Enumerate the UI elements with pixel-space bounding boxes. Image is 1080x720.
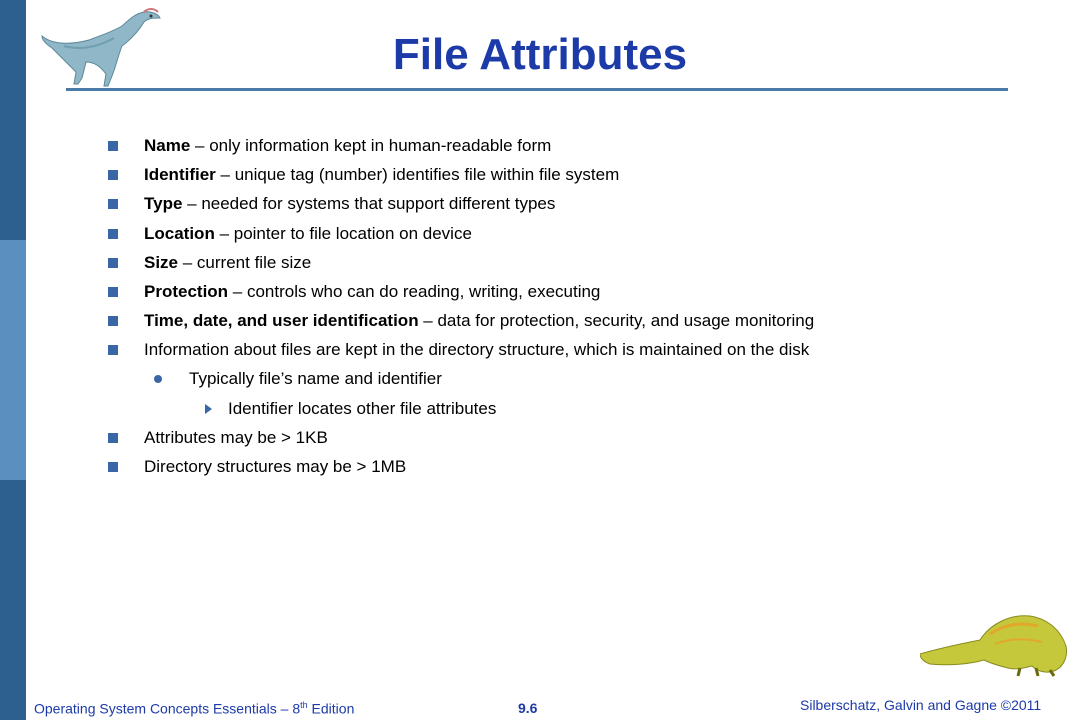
dinosaur-logo-bottom — [920, 594, 1070, 678]
footer-copyright: Silberschatz, Galvin and Gagne ©2011 — [800, 697, 1042, 713]
bullet-item: Protection – controls who can do reading, writing, executing — [108, 282, 600, 302]
square-bullet-icon — [108, 433, 118, 443]
bullet-item: Name – only information kept in human-readable form — [108, 136, 551, 156]
bullet-item: Size – current file size — [108, 253, 311, 273]
bullet-item: Location – pointer to file location on device — [108, 224, 472, 244]
bullet-item: Type – needed for systems that support different types — [108, 194, 555, 214]
footer-page-number: 9.6 — [518, 700, 538, 716]
sub-sub-bullet-item: Identifier locates other file attributes — [205, 399, 496, 419]
square-bullet-icon — [108, 258, 118, 268]
square-bullet-icon — [108, 199, 118, 209]
square-bullet-icon — [108, 141, 118, 151]
bullet-item: Directory structures may be > 1MB — [108, 457, 406, 477]
square-bullet-icon — [108, 345, 118, 355]
bullet-item: Attributes may be > 1KB — [108, 428, 328, 448]
slide-title: File Attributes — [392, 30, 688, 79]
footer-book-title: Operating System Concepts Essentials – 8th Edition — [34, 700, 355, 717]
square-bullet-icon — [108, 287, 118, 297]
square-bullet-icon — [108, 170, 118, 180]
square-bullet-icon — [108, 229, 118, 239]
triangle-bullet-icon — [205, 404, 212, 414]
square-bullet-icon — [108, 316, 118, 326]
round-bullet-icon — [154, 375, 162, 383]
sub-bullet-item: Typically file’s name and identifier — [154, 369, 442, 389]
square-bullet-icon — [108, 462, 118, 472]
bullet-item: Identifier – unique tag (number) identifies file within file system — [108, 165, 619, 185]
bullet-item: Information about files are kept in the directory structure, which is maintained on the disk — [108, 340, 809, 360]
bullet-item: Time, date, and user identification – data for protection, security, and usage monitoring — [108, 311, 814, 331]
